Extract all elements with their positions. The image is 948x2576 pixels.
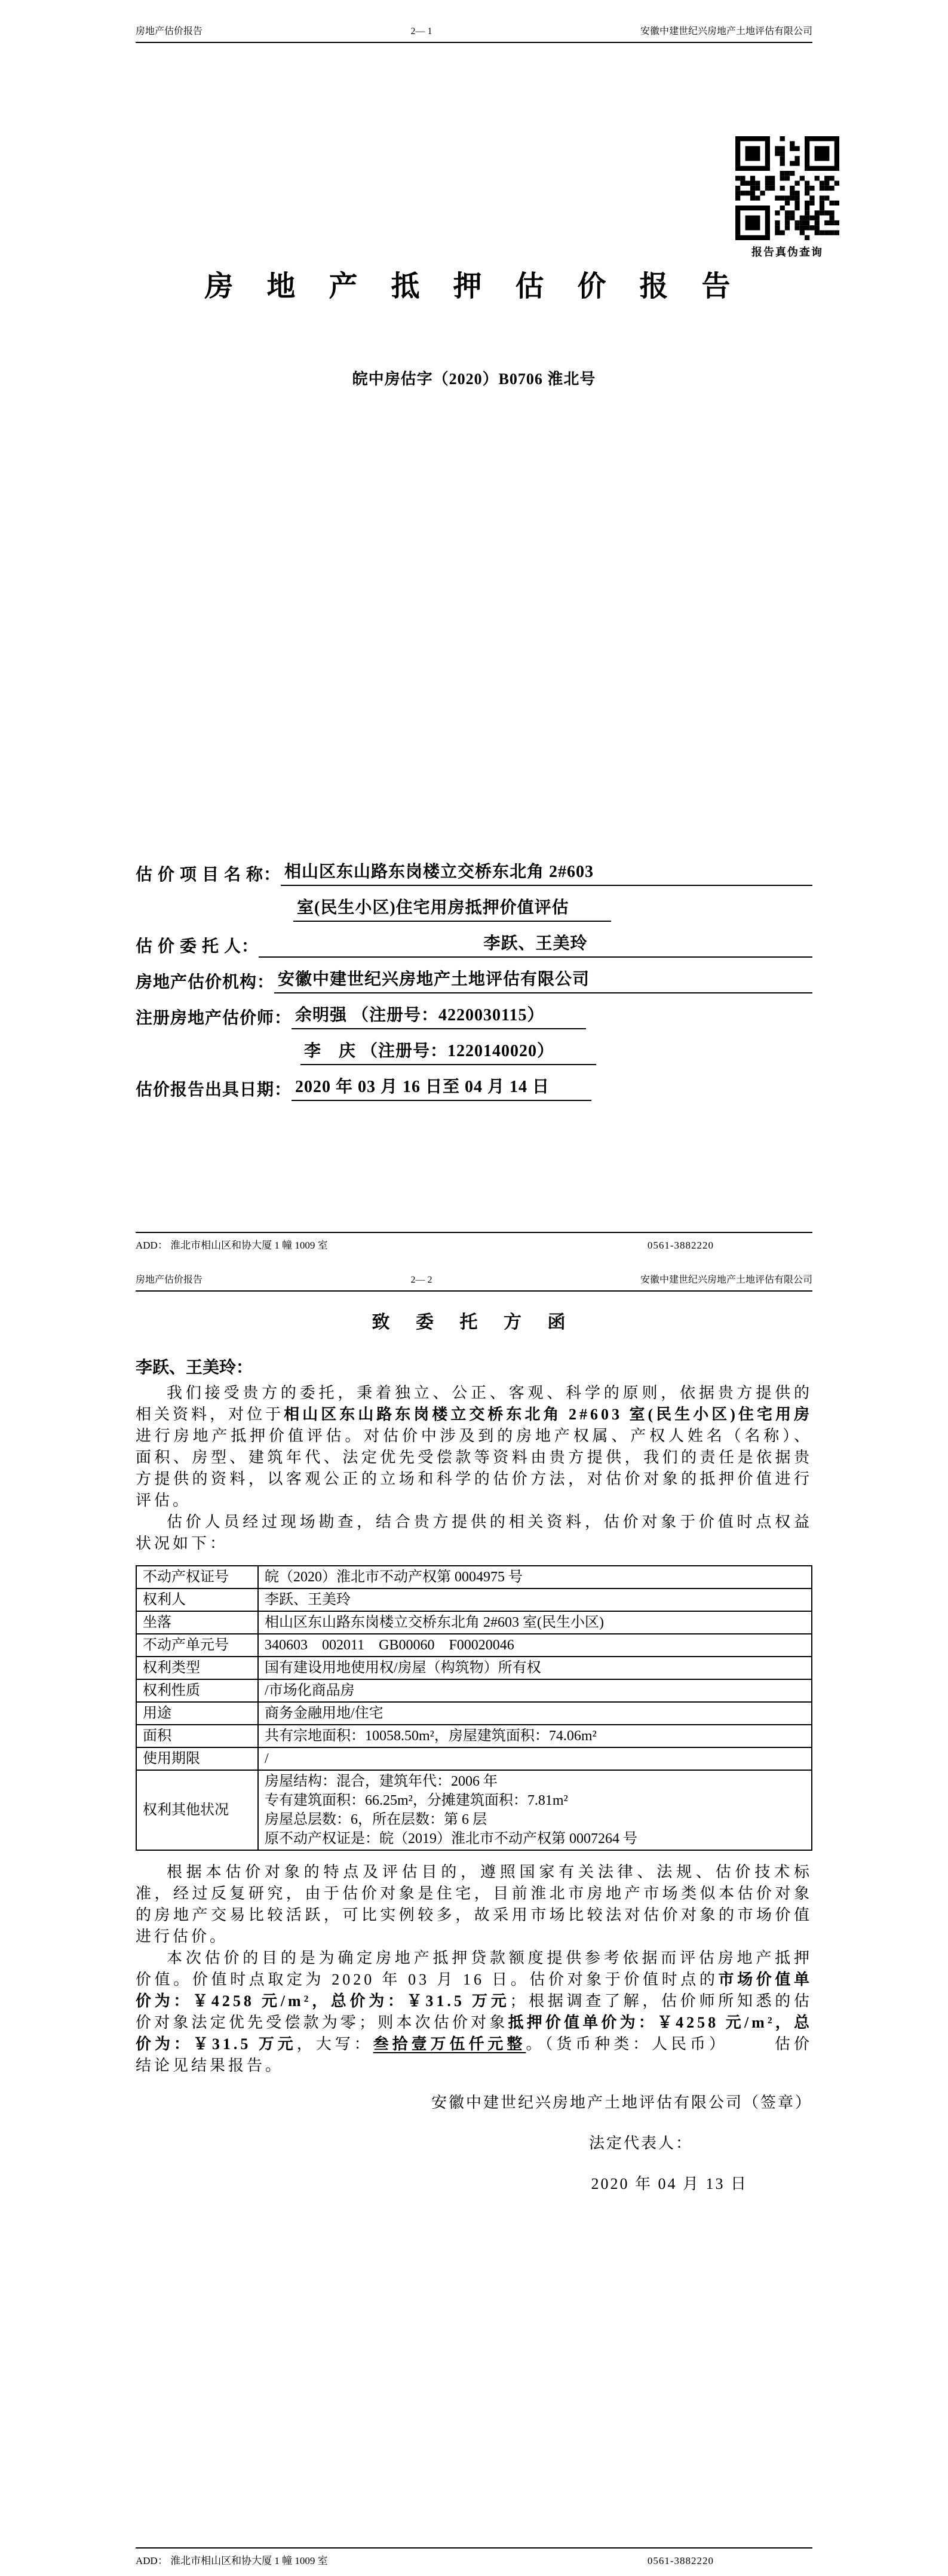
footer-phone: 0561-3882220 bbox=[647, 1240, 714, 1251]
letter-title: 致 委 托 方 函 bbox=[372, 1312, 576, 1332]
text-run-market-value-bold: 市场价值单价为：￥4258 元/m²，总价为：￥31.5 万元 bbox=[136, 1971, 812, 2010]
qr-caption: 报告真伪查询 bbox=[751, 246, 823, 258]
field-value: 李跃、王美玲 bbox=[259, 933, 812, 958]
report-number: 皖中房估字（2020）B0706 淮北号 bbox=[352, 370, 596, 388]
table-value-cell: 340603 002011 GB00060 F00020046 bbox=[258, 1634, 812, 1657]
field-project-name-line2 bbox=[136, 897, 812, 922]
field-value: 余明强 （注册号：4220030115） bbox=[292, 1005, 586, 1029]
field-label: 估 价 委 托 人： bbox=[136, 937, 259, 956]
text-run: 本次估价的目的是为确定房地产抵押贷款额度提供参考依据而评估房地产抵押价值。价值时点取定为 2020 年 03 月 16 日。估价对象于价值时点的 bbox=[136, 1949, 812, 1988]
header-company-name: 安徽中建世纪兴房地产土地评估有限公司 bbox=[640, 1275, 812, 1285]
table-label-cell: 不动产单元号 bbox=[136, 1634, 258, 1657]
text-run: ，大写： bbox=[296, 2035, 373, 2053]
field-label: 房地产估价机构： bbox=[136, 973, 275, 992]
table-label-cell: 用途 bbox=[136, 1702, 258, 1725]
table-row bbox=[136, 1725, 812, 1747]
table-row bbox=[136, 1634, 812, 1657]
table-row bbox=[136, 1702, 812, 1725]
table-row bbox=[136, 1657, 812, 1679]
qr-verification-block bbox=[735, 136, 839, 259]
qr-code bbox=[735, 136, 839, 240]
table-value-cell bbox=[258, 1770, 812, 1850]
table-row bbox=[136, 1611, 812, 1634]
page2-running-footer bbox=[136, 2547, 812, 2568]
text-run: 。（货币种类：人民币） bbox=[526, 2035, 728, 2053]
table-label-cell: 权利类型 bbox=[136, 1657, 258, 1679]
page1-running-footer bbox=[136, 1232, 812, 1252]
page2-running-header bbox=[136, 1261, 812, 1292]
table-label-cell: 权利其他状况 bbox=[136, 1770, 258, 1850]
field-label: 估 价 项 目 名 称： bbox=[136, 866, 281, 884]
table-row bbox=[136, 1770, 812, 1850]
header-doc-type: 房地产估价报告 bbox=[136, 1275, 203, 1285]
table-value-cell: 国有建设用地使用权/房屋（构筑物）所有权 bbox=[258, 1657, 812, 1679]
signature-legal-representative: 法定代表人： bbox=[588, 2135, 693, 2152]
header-doc-type: 房地产估价报告 bbox=[136, 26, 203, 36]
table-value-cell: 商务金融用地/住宅 bbox=[258, 1702, 812, 1725]
table-value-cell: 相山区东山路东岗楼立交桥东北角 2#603 室(民生小区) bbox=[258, 1611, 812, 1634]
signature-date: 2020 年 04 月 13 日 bbox=[591, 2175, 748, 2192]
field-appraiser-1 bbox=[136, 1005, 812, 1029]
letter-salutation: 李跃、王美玲： bbox=[136, 1358, 253, 1377]
paragraph-method: 根据本估价对象的特点及评估目的，遵照国家有关法律、法规、估价技术标准，经过反复研究，由于估价对象是住宅，目前淮北市房地产市场类似本估价对象的房地产交易比较活跃，可比实例较多，故采用市场比较法对估价对象的市场价值进行估价。 bbox=[136, 1863, 812, 1945]
footer-address: ADD： 淮北市相山区和协大厦 1 幢 1009 室 bbox=[136, 2555, 328, 2566]
header-page-number: 2— 2 bbox=[410, 1275, 432, 1285]
header-page-number: 2— 1 bbox=[410, 26, 432, 36]
other-status-line: 房屋结构：混合，建筑年代：2006 年 bbox=[265, 1774, 498, 1789]
other-status-line: 房屋总层数：6，所在层数：第 6 层 bbox=[265, 1812, 487, 1827]
table-value-cell: 李跃、王美玲 bbox=[258, 1588, 812, 1611]
footer-phone: 0561-3882220 bbox=[647, 2555, 714, 2566]
property-rights-table bbox=[136, 1565, 812, 1851]
field-value: 室(民生小区)住宅用房抵押价值评估 bbox=[293, 897, 611, 922]
table-value-cell: /市场化商品房 bbox=[258, 1679, 812, 1702]
text-run-amount-in-words: 叁拾壹万伍仟元整 bbox=[373, 2035, 526, 2053]
cover-fields bbox=[136, 861, 812, 1101]
table-value-cell: / bbox=[258, 1747, 812, 1770]
report-cover-page bbox=[0, 0, 948, 1261]
table-value-cell: 皖（2020）淮北市不动产权第 0004975 号 bbox=[258, 1566, 812, 1588]
report-title: 房 地 产 抵 押 估 价 报 告 bbox=[204, 271, 744, 302]
other-status-line: 原不动产权证是：皖（2019）淮北市不动产权第 0007264 号 bbox=[265, 1831, 637, 1847]
field-value: 2020 年 03 月 16 日至 04 月 14 日 bbox=[292, 1077, 591, 1101]
table-label-cell: 权利人 bbox=[136, 1588, 258, 1611]
footer-address: ADD： 淮北市相山区和协大厦 1 幢 1009 室 bbox=[136, 1240, 328, 1251]
field-appraiser-2 bbox=[136, 1041, 812, 1065]
paragraph-commission bbox=[136, 1382, 812, 1511]
other-status-line: 专有建筑面积：66.25m²，分摊建筑面积：7.81m² bbox=[265, 1793, 568, 1808]
text-run-conclusion-note: 估价结论见结果报告。 bbox=[136, 2035, 812, 2074]
text-run-mortgage-value-bold: 抵押价值单价为：￥4258 元/m²，总价为：￥31.5 万元 bbox=[136, 2014, 812, 2053]
text-run-property-bold: 相山区东山路东岗楼立交桥东北角 2#603 室(民生小区)住宅用房 bbox=[284, 1406, 812, 1423]
header-company-name: 安徽中建世纪兴房地产土地评估有限公司 bbox=[640, 26, 812, 36]
paragraph-valuation-result bbox=[136, 1948, 812, 2077]
table-label-cell: 使用期限 bbox=[136, 1747, 258, 1770]
table-label-cell: 不动产权证号 bbox=[136, 1566, 258, 1588]
field-label: 估价报告出具日期： bbox=[136, 1081, 292, 1099]
field-value: 相山区东山路东岗楼立交桥东北角 2#603 bbox=[281, 861, 812, 886]
field-agency bbox=[136, 969, 812, 993]
table-value-cell: 共有宗地面积：10058.50m²，房屋建筑面积：74.06m² bbox=[258, 1725, 812, 1747]
page1-running-header bbox=[136, 0, 812, 43]
field-project-name bbox=[136, 861, 812, 886]
table-label-cell: 面积 bbox=[136, 1725, 258, 1747]
table-label-cell: 权利性质 bbox=[136, 1679, 258, 1702]
text-run: 我们接受贵方的委托，秉着独立、公正、客观、科学的原则，依据贵方提供的相关资料，对位于 bbox=[136, 1384, 812, 1423]
table-label-cell: 坐落 bbox=[136, 1611, 258, 1634]
table-row bbox=[136, 1566, 812, 1588]
letter-to-client-page bbox=[0, 1261, 948, 2576]
text-run: 进行房地产抵押价值评估。对估价中涉及到的房地产权属、产权人姓名（名称）、面积、房型、建筑年代、法定优先受偿款等资料由贵方提供，我们的责任是依据贵方提供的资料，以客观公正的立场和科学的估价方法，对估价对象的抵押价值进行评估。 bbox=[136, 1427, 812, 1509]
field-value: 李 庆 （注册号：1220140020） bbox=[300, 1041, 596, 1065]
field-label: 注册房地产估价师： bbox=[136, 1009, 292, 1028]
paragraph-survey: 估价人员经过现场勘查，结合贵方提供的相关资料，估价对象于价值时点权益状况如下： bbox=[136, 1513, 812, 1552]
table-row bbox=[136, 1588, 812, 1611]
field-client bbox=[136, 933, 812, 958]
text-run: ；根据调查了解，估价师所知悉的估价对象法定优先受偿款为零；则本次估价对象 bbox=[136, 1992, 812, 2031]
field-report-date bbox=[136, 1077, 812, 1101]
table-row bbox=[136, 1747, 812, 1770]
signature-company: 安徽中建世纪兴房地产土地评估有限公司（签章） bbox=[431, 2094, 812, 2111]
table-row bbox=[136, 1679, 812, 1702]
field-value: 安徽中建世纪兴房地产土地评估有限公司 bbox=[274, 969, 812, 993]
signature-block bbox=[136, 2092, 812, 2195]
